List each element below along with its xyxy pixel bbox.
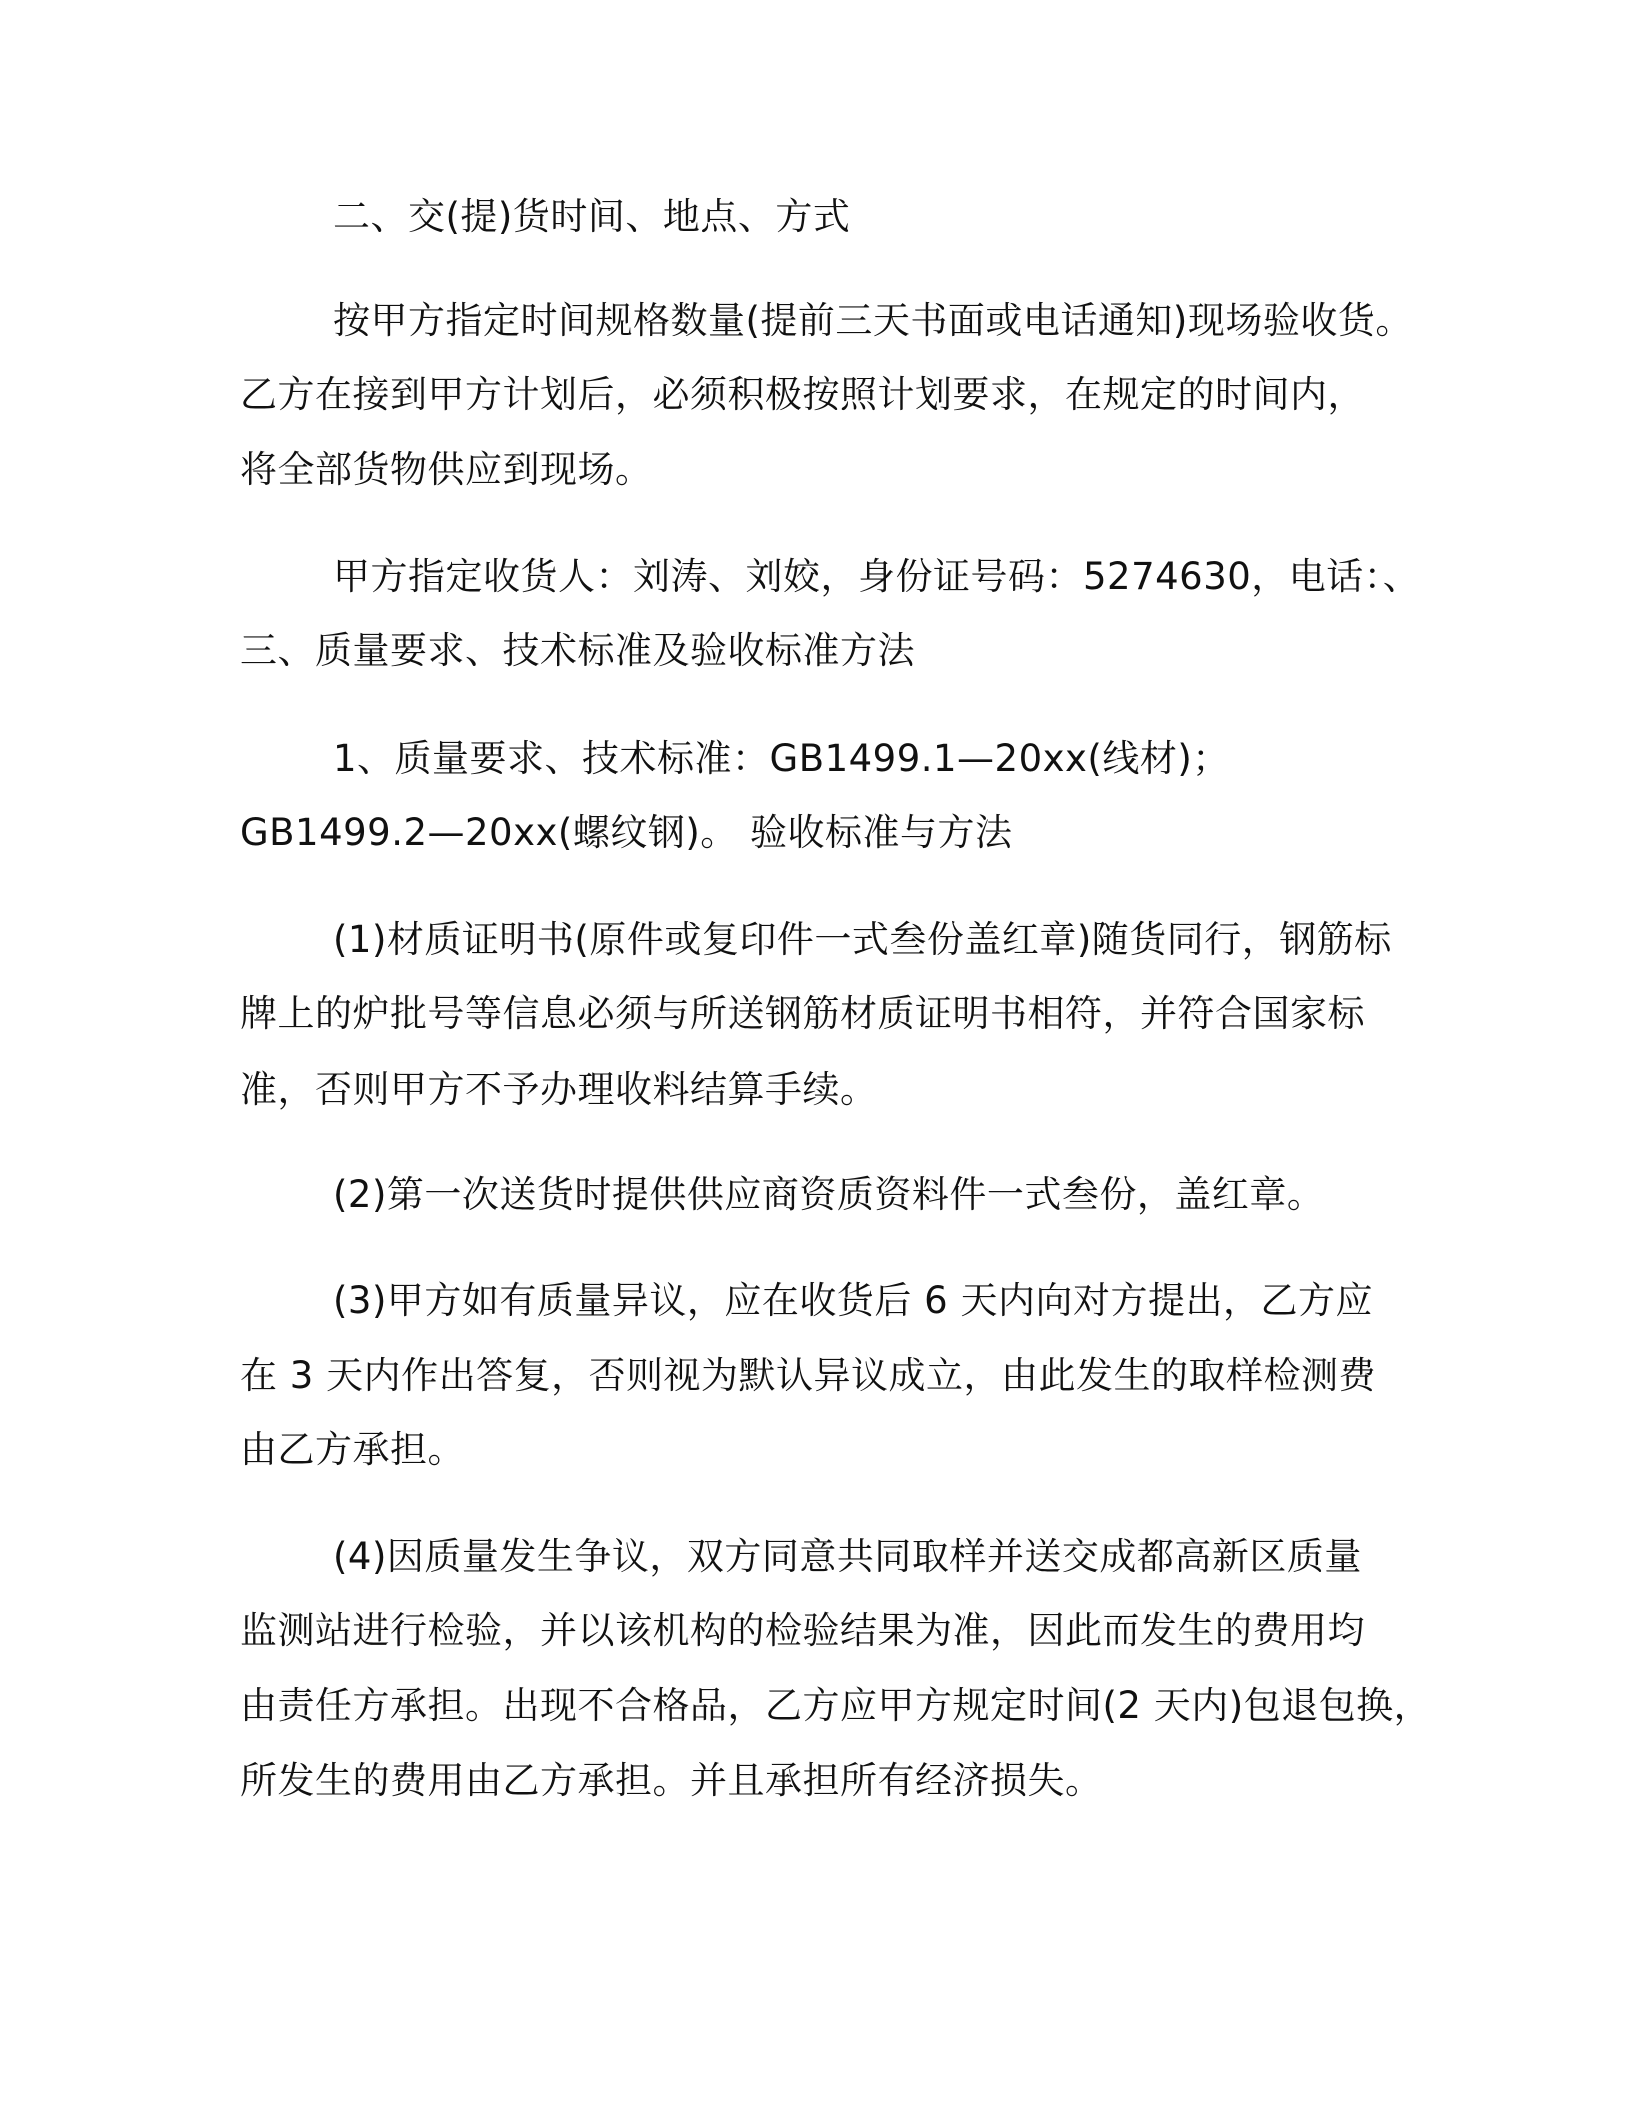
- paragraph-line: (1)材质证明书(原件或复印件一式叁份盖红章)随货同行，钢筋标: [333, 918, 1392, 961]
- paragraph-line: 准，否则甲方不予办理收料结算手续。: [240, 1068, 878, 1111]
- paragraph-line: 所发生的费用由乙方承担。并且承担所有经济损失。: [240, 1759, 1103, 1802]
- paragraph-line: 将全部货物供应到现场。: [240, 448, 653, 491]
- paragraph-line: 甲方指定收货人：刘涛、刘姣，身份证号码：5274630，电话：、: [333, 555, 1421, 598]
- paragraph-line: 由责任方承担。出现不合格品，乙方应甲方规定时间(2 天内)包退包换，: [240, 1684, 1432, 1727]
- paragraph-line: 牌上的炉批号等信息必须与所送钢筋材质证明书相符，并符合国家标: [240, 992, 1365, 1035]
- paragraph-line: (2)第一次送货时提供供应商资质资料件一式叁份，盖红章。: [333, 1173, 1325, 1216]
- paragraph-line: 在 3 天内作出答复，否则视为默认异议成立，由此发生的取样检测费: [240, 1354, 1377, 1397]
- paragraph-line: 按甲方指定时间规格数量(提前三天书面或电话通知)现场验收货。: [333, 299, 1413, 342]
- paragraph-line: (3)甲方如有质量异议，应在收货后 6 天内向对方提出，乙方应: [333, 1279, 1373, 1322]
- heading-section-3: 三、质量要求、技术标准及验收标准方法: [240, 629, 915, 672]
- paragraph-line: (4)因质量发生争议，双方同意共同取样并送交成都高新区质量: [333, 1535, 1362, 1578]
- paragraph-line: 由乙方承担。: [240, 1428, 465, 1471]
- heading-section-2: 二、交(提)货时间、地点、方式: [333, 195, 851, 238]
- paragraph-line: 监测站进行检验，并以该机构的检验结果为准，因此而发生的费用均: [240, 1609, 1365, 1652]
- paragraph-line: 1、质量要求、技术标准：GB1499.1—20xx(线材)；: [333, 737, 1230, 780]
- paragraph-line: 乙方在接到甲方计划后，必须积极按照计划要求，在规定的时间内，: [240, 373, 1365, 416]
- paragraph-line: GB1499.2—20xx(螺纹钢)。 验收标准与方法: [240, 811, 1013, 854]
